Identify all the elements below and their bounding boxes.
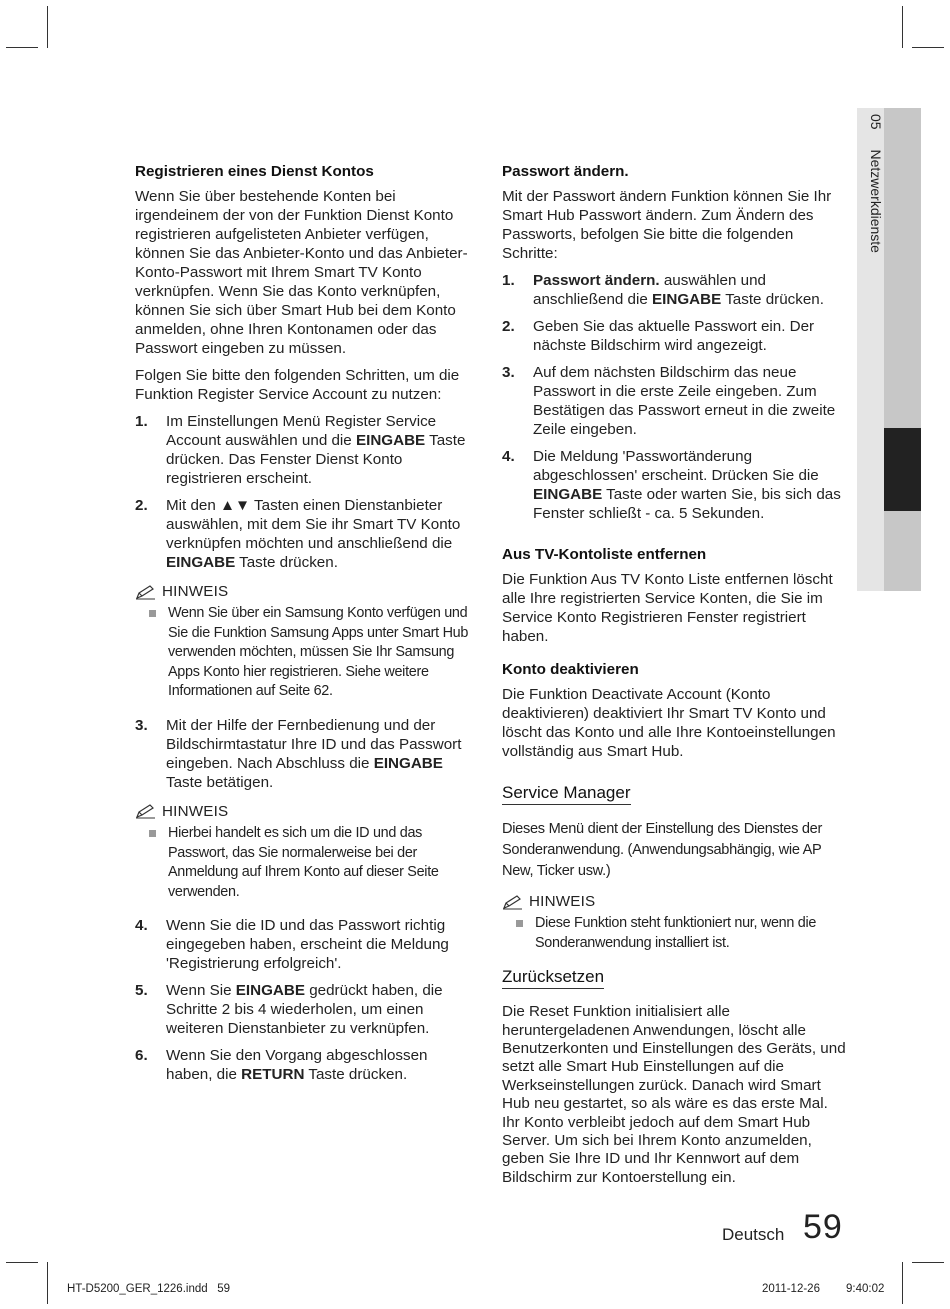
step-item (502, 271, 847, 309)
crop-mark (6, 47, 38, 48)
paragraph: Die Reset Funktion initialisiert alle heruntergeladenen Anwendungen, löscht alle Benutzerkonten und Einstellungen des Geräts, und setzt alle Smart Hub Einstellungen auf die Werkseinstellungen zurück. Danach wird Smart Hub neu gestartet, so als wäre es das erste Mal. Ihr Konto verbleibt jedoch auf dem Smart Hub Server. Um sich bei Ihrem Konto anzumelden, geben Sie Ihre ID und Ihr Kennwort auf dem Bildschirm zur Kontoerstellung ein. (502, 1003, 846, 1186)
step-number: 3. (502, 364, 515, 381)
step-text: Auf dem nächsten Bildschirm das neue Passwort in die erste Zeile eingeben. Zum Bestätigen das Passwort erneut in die zweite Zeile eingeben. (533, 364, 836, 438)
step-number: 3. (135, 716, 148, 734)
note-item: Hierbei handelt es sich um die ID und das Passwort, das Sie normalerweise bei der Anmeldung auf Ihrem Konto auf dieser Seite verwenden. (149, 824, 478, 902)
note-title: HINWEIS (502, 892, 847, 911)
footer-time: 9:40:02 (846, 1283, 885, 1295)
section-heading: Passwort ändern. (502, 163, 629, 180)
footer-file: HT-D5200_GER_1226.indd 59 (67, 1283, 231, 1295)
note-box (135, 582, 478, 702)
pencil-icon (135, 584, 157, 600)
section-title: Service Manager (502, 783, 631, 805)
step-item (135, 1046, 478, 1084)
step-number: 1. (135, 413, 148, 430)
crop-mark (47, 6, 48, 48)
step-item (135, 981, 478, 1038)
crop-mark (6, 1262, 38, 1263)
note-box (135, 802, 478, 902)
chapter-tab-strip (884, 108, 921, 428)
section-heading: Aus TV-Kontoliste entfernen (502, 546, 707, 563)
pencil-icon (502, 894, 524, 910)
step-item (135, 412, 478, 488)
note-item: Diese Funktion steht funktioniert nur, wenn die Sonderanwendung installiert ist. (516, 914, 847, 953)
section-heading: Konto deaktivieren (502, 661, 639, 678)
bullet-square-icon (149, 830, 156, 837)
step-item (135, 716, 478, 792)
note-box (502, 892, 847, 953)
note-title: HINWEIS (135, 582, 478, 601)
crop-mark (902, 1262, 903, 1304)
note-title: HINWEIS (135, 802, 478, 821)
paragraph: Mit der Passwort ändern Funktion können Sie Ihr Smart Hub Passwort ändern. Zum Ändern des Passworts, befolgen Sie bitte die folgenden Schritte: (502, 188, 832, 262)
paragraph: Folgen Sie bitte den folgenden Schritten, um die Funktion Register Service Account zu nutzen: (135, 367, 460, 403)
step-number: 6. (135, 1047, 148, 1065)
right-column (502, 162, 847, 1195)
footer-date: 2011-12-26 (762, 1283, 820, 1295)
step-text: Wenn Sie EINGABE gedrückt haben, die Schritte 2 bis 4 wiederholen, um einen weiteren Dienstanbieter zu verknüpfen. (166, 982, 443, 1038)
paragraph: Dieses Menü dient der Einstellung des Dienstes der Sonderanwendung. (Anwendungsabhängig, wie AP New, Ticker usw.) (502, 821, 823, 879)
step-item (135, 916, 478, 973)
crop-mark (47, 1262, 48, 1304)
page-language: Deutsch (722, 1225, 785, 1244)
step-item (135, 496, 478, 572)
step-item (502, 363, 847, 439)
crop-mark (912, 1262, 944, 1263)
step-text: Wenn Sie die ID und das Passwort richtig eingegeben haben, erscheint die Meldung 'Registrierung erfolgreich'. (166, 917, 449, 973)
chapter-label (860, 114, 884, 284)
step-number: 2. (135, 497, 148, 514)
crop-mark (912, 47, 944, 48)
step-text: Die Meldung 'Passwortänderung abgeschlossen' erscheint. Drücken Sie die EINGABE Taste oder warten Sie, bis sich das Fenster schließt - ca. 5 Sekunden. (533, 448, 841, 522)
step-number: 4. (135, 917, 148, 935)
step-text: Im Einstellungen Menü Register Service Account auswählen und die EINGABE Taste drücken. Das Fenster Dienst Konto registrieren erscheint. (166, 413, 466, 487)
step-item (502, 447, 847, 523)
step-text: Wenn Sie den Vorgang abgeschlossen haben, die RETURN Taste drücken. (166, 1047, 428, 1084)
page-number: 59 (803, 1208, 843, 1246)
step-number: 4. (502, 448, 515, 465)
paragraph: Wenn Sie über bestehende Konten bei irgendeinem der von der Funktion Dienst Konto registrieren aufgelisteten Anbieter verfügen, können Sie das Anbieter-Konto und das Anbieter-Konto-Passwort mit Ihrem Smart TV Konto verknüpfen. Wenn Sie das Konto verknüpfen, können Sie sich über Smart Hub bei dem Konto anmelden, ohne Ihren Kontonamen oder das Passwort eingeben zu müssen. (135, 188, 468, 357)
chapter-tab-strip-lower (884, 511, 921, 591)
note-item: Wenn Sie über ein Samsung Konto verfügen und Sie die Funktion Samsung Apps unter Smart Hub verwenden möchten, müssen Sie Ihr Samsung Apps Konto hier registrieren. Siehe weitere Informationen auf Seite 62. (149, 604, 478, 702)
step-text: Mit der Hilfe der Fernbedienung und der Bildschirmtastatur Ihre ID und das Passwort eingeben. Nach Abschluss die EINGABE Taste betätigen. (166, 716, 462, 791)
step-text: Geben Sie das aktuelle Passwort ein. Der nächste Bildschirm wird angezeigt. (533, 318, 815, 354)
step-number: 1. (502, 272, 515, 289)
bullet-square-icon (149, 610, 156, 617)
left-column (135, 162, 478, 1092)
step-text: Mit den ▲▼ Tasten einen Dienstanbieter auswählen, mit dem Sie ihr Smart TV Konto verknüpfen möchten und anschließend die EINGABE Taste drücken. (166, 497, 461, 571)
step-number: 2. (502, 318, 515, 335)
pencil-icon (135, 803, 157, 819)
section-heading: Registrieren eines Dienst Kontos (135, 163, 374, 180)
chapter-tab-marker (884, 428, 921, 511)
chapter-number: 05 (868, 114, 884, 130)
bullet-square-icon (516, 920, 523, 927)
crop-mark (902, 6, 903, 48)
paragraph: Die Funktion Aus TV Konto Liste entfernen löscht alle Ihre registrierten Service Konten, die Sie im Service Konto Registrieren Fenster registriert haben. (502, 571, 833, 645)
section-title: Zurücksetzen (502, 967, 604, 989)
step-item (502, 317, 847, 355)
chapter-title: Netzwerkdienste (868, 149, 884, 253)
step-text: Passwort ändern. auswählen und anschließend die EINGABE Taste drücken. (533, 272, 824, 308)
step-number: 5. (135, 982, 148, 1000)
paragraph: Die Funktion Deactivate Account (Konto deaktivieren) deaktiviert Ihr Smart TV Konto und löscht das Konto und alle Ihre Kontoeinstellungen vollständig aus Smart Hub. (502, 686, 836, 760)
